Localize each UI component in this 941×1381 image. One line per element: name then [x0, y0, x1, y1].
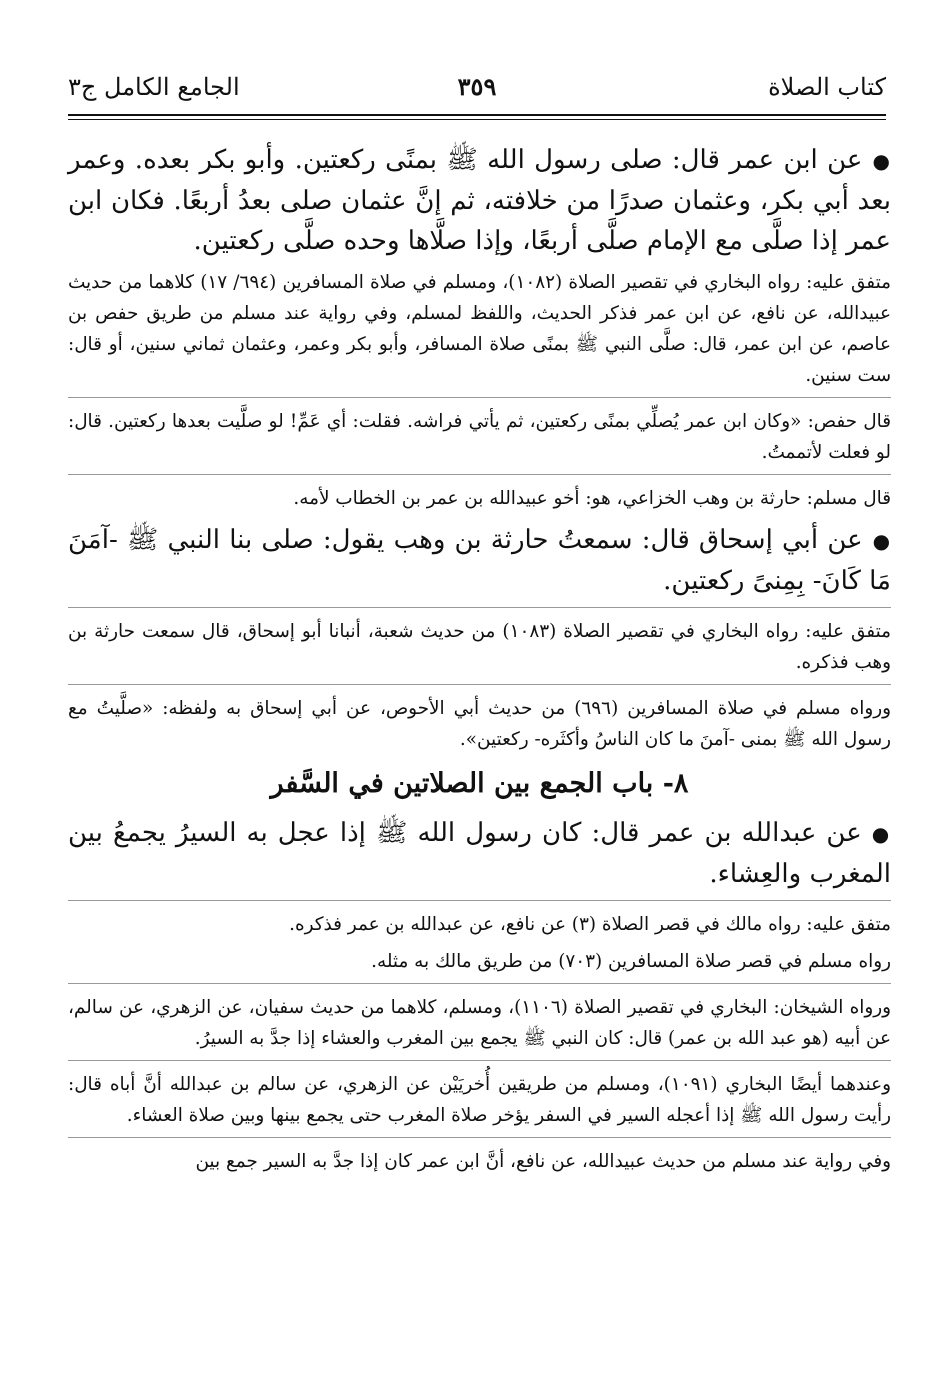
note-divider: [68, 684, 891, 685]
note-divider: [68, 983, 891, 984]
takhrij-note: ورواه الشيخان: البخاري في تقصير الصلاة (١١٠٦)، ومسلم، كلاهما من حديث سفيان، عن الزهري، عن سالم، عن أبيه (هو عبد الله بن عمر) قال: كان النبي ﷺ يجمع بين المغرب والعشاء إذا جدَّ به السيرُ.: [68, 997, 891, 1049]
page-content: [68, 140, 891, 1183]
takhrij-note: قال مسلم: حارثة بن وهب الخزاعي، هو: أخو عبيدالله بن عمر بن الخطاب لأمه.: [293, 488, 891, 509]
hadith-text: ●عن أبي إسحاق قال: سمعتُ حارثة بن وهب يقول: صلى بنا النبي ﷺ -آمَنَ مَا كَانَ- بِمِنىً ركعتين.: [68, 525, 891, 596]
takhrij-note: قال حفص: «وكان ابن عمر يُصلِّي بمنًى ركعتين، ثم يأتي فراشه. فقلت: أي عَمِّ! لو صلَّيت بعدها ركعتين. قال: لو فعلت لأتممتُ.: [68, 411, 891, 463]
book-title: الجامع الكامل ج٣: [68, 73, 240, 101]
section-heading: ٨- باب الجمع بين الصلاتين في السَّفر: [270, 768, 689, 799]
hadith-text: ●عن ابن عمر قال: صلى رسول الله ﷺ بمنًى ركعتين. وأبو بكر بعده. وعمر بعد أبي بكر، وعثمان صدرًا من خلافته، ثم إنَّ عثمان صلى بعدُ أربعًا. فكان ابن عمر إذا صلَّى مع الإمام صلَّى أربعًا، وإذا صلَّاها وحده صلَّى ركعتين.: [68, 145, 892, 256]
note-divider: [68, 397, 891, 398]
takhrij-note: متفق عليه: رواه مالك في قصر الصلاة (٣) عن نافع، عن عبدالله بن عمر فذكره.: [289, 914, 891, 935]
bullet-icon: ●: [872, 529, 891, 553]
bullet-icon: ●: [872, 149, 892, 173]
note-divider: [68, 900, 891, 901]
takhrij-note: وعندهما أيضًا البخاري (١٠٩١)، ومسلم من طريقين أُخريَيْن عن الزهري، عن سالم بن عبدالله أنَّ أباه قال: رأيت رسول الله ﷺ إذا أعجله السير في السفر يؤخر صلاة المغرب حتى يجمع بينها وبين صلاة العشاء.: [68, 1074, 891, 1126]
takhrij-note: متفق عليه: رواه البخاري في تقصير الصلاة (١٠٨٢)، ومسلم في صلاة المسافرين (٦٩٤/ ١٧) كلاهما من حديث عبيدالله، عن نافع، عن ابن عمر فذكر الحديث، واللفظ لمسلم، وفي رواية عند مسلم من طريق حفص بن عاصم، عن ابن عمر، قال: صلَّى النبي ﷺ بمنًى صلاة المسافر، وأبو بكر وعمر، وعثمان ثماني سنين، أو قال: ست سنين.: [68, 272, 891, 386]
note-divider: [68, 1137, 891, 1138]
note-divider: [68, 474, 891, 475]
header-rule-thin: [68, 119, 886, 120]
takhrij-note: رواه مسلم في قصر صلاة المسافرين (٧٠٣) من طريق مالك به مثله.: [371, 951, 891, 972]
bullet-icon: ●: [871, 822, 891, 846]
page-header: [68, 70, 886, 116]
hadith-text: ●عن عبدالله بن عمر قال: كان رسول الله ﷺ إذا عجل به السيرُ يجمعُ بين المغرب والعِشاء.: [68, 818, 891, 889]
header-rule: [68, 114, 886, 116]
chapter-title: كتاب الصلاة: [768, 73, 886, 101]
takhrij-note: متفق عليه: رواه البخاري في تقصير الصلاة (١٠٨٣) من حديث شعبة، أنبانا أبو إسحاق، قال سمعت حارثة بن وهب فذكره.: [68, 621, 891, 673]
note-divider: [68, 1060, 891, 1061]
page-number: ٣٥٩: [457, 72, 497, 101]
takhrij-note: ورواه مسلم في صلاة المسافرين (٦٩٦) من حديث أبي الأحوص، عن أبي إسحاق به ولفظه: «صلَّيتُ مع رسول الله ﷺ بمنى -آمنَ ما كان الناسُ وأكثَره- ركعتين».: [68, 698, 892, 750]
takhrij-note: وفي رواية عند مسلم من حديث عبيدالله، عن نافع، أنَّ ابن عمر كان إذا جدَّ به السير جمع بين: [195, 1151, 891, 1172]
note-divider: [68, 607, 891, 608]
